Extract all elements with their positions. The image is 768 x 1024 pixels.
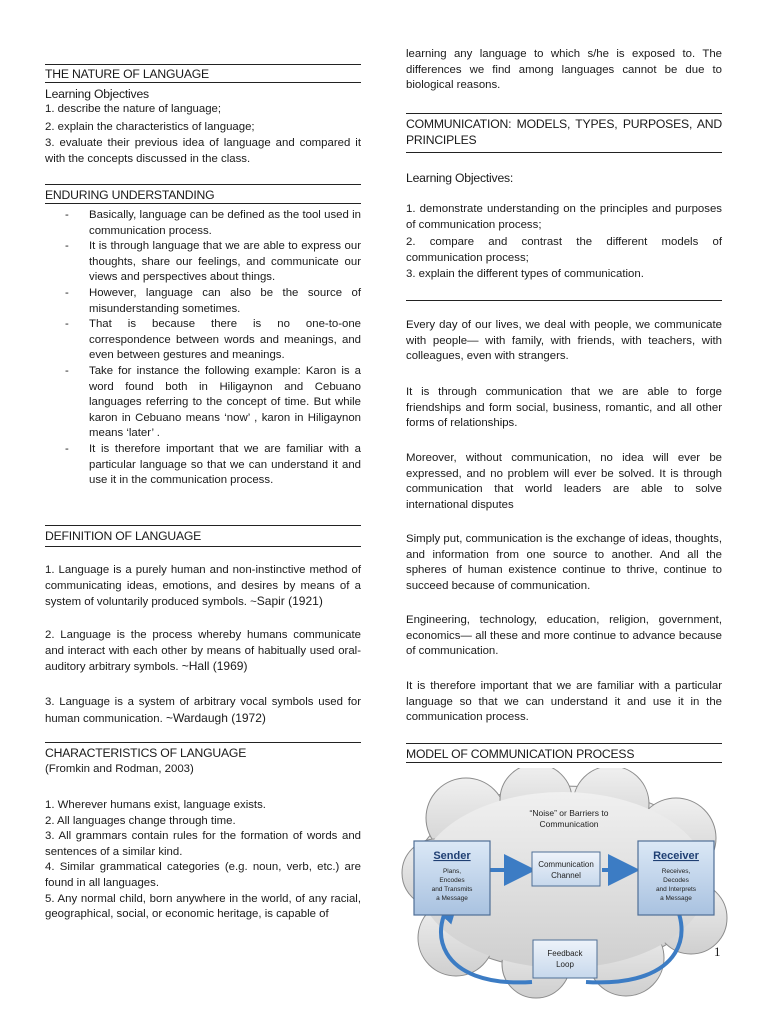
objective-item: 1. describe the nature of language; [45, 103, 222, 115]
sender-line: Encodes [439, 877, 465, 884]
feedback-box [533, 940, 597, 978]
list-item: - It is therefore important that we are familiar with a particular language so that we can understand it and use it in the communication process. [65, 442, 361, 487]
list-item: 2. All languages change through time. [45, 814, 236, 827]
divider [406, 300, 722, 301]
objective-item: 1. demonstrate understanding on the principles and purposes of communication process; [406, 203, 722, 231]
receiver-title: Receiver [653, 850, 699, 862]
feedback-line2: Loop [556, 960, 574, 969]
characteristics-list [45, 798, 361, 923]
sender-title: Sender [433, 850, 471, 862]
list-item: 3. All grammars contain rules for the formation of words and sentences of a similar kind. [45, 830, 361, 858]
objective-item: 2. compare and contrast the different models of communication process; [406, 236, 722, 264]
definition-2: 2. Language is the process whereby humans communicate and interact with each other by means of habitually used oral-auditory arbitrary symbols. ~Hall (1969) [45, 629, 361, 674]
section-characteristics-heading [45, 742, 361, 760]
citation: ~Hall (1969) [181, 659, 248, 674]
sender-line: Plans, [442, 868, 462, 875]
section-nature-heading [45, 64, 361, 83]
list-item: 4. Similar grammatical categories (e.g. noun, verb, etc.) are found in all languages. [45, 861, 361, 889]
body-paragraph: It is through communication that we are able to forge friendships and form social, business, romantic, and all other forms of relationships. [406, 386, 722, 430]
body-paragraph: It is therefore important that we are familiar with a particular language so that we can understand it and use it in the communication process. [406, 680, 722, 724]
body-paragraph: Engineering, technology, education, religion, government, economics— all these and more continue to advance because of communication. [406, 614, 722, 658]
definition-1: 1. Language is a purely human and non-instinctive method of communicating ideas, emotions, and desires by means of a system of voluntarily produced symbols. ~Sapir (1921) [45, 564, 361, 609]
objectives-label: Learning Objectives [45, 87, 149, 101]
sender-box [414, 841, 490, 915]
list-item: - Basically, language can be defined as the tool used in communication process. [65, 209, 361, 237]
section-title: THE NATURE OF LANGUAGE [45, 67, 209, 81]
list-item: - However, language can also be the source of misunderstanding sometimes. [65, 286, 361, 315]
sender-line: and Transmits [431, 886, 473, 893]
channel-line1: Communication [538, 860, 594, 869]
communication-model-diagram [396, 768, 730, 1000]
receiver-box [638, 841, 714, 915]
section-title: ENDURING UNDERSTANDING [45, 188, 215, 202]
noise-label-line2: Communication [539, 819, 599, 829]
citation: ~Wardaugh (1972) [165, 710, 266, 725]
receiver-line: Decodes [663, 877, 689, 884]
feedback-line1: Feedback [547, 949, 583, 958]
section-title: CHARACTERISTICS OF LANGUAGE [45, 746, 247, 760]
page-number: 1 [714, 944, 721, 959]
section-model-heading [406, 743, 722, 763]
receiver-line: and Interprets [655, 886, 697, 893]
objective-item: 2. explain the characteristics of language; [45, 121, 255, 133]
section-title: MODEL OF COMMUNICATION PROCESS [406, 747, 635, 761]
enduring-list [45, 208, 361, 489]
objective-item: 3. explain the different types of communication. [406, 268, 644, 280]
definition-3: 3. Language is a system of arbitrary vocal symbols used for human communication. ~Wardaugh (1972) [45, 696, 361, 725]
section-title: COMMUNICATION: MODELS, TYPES, PURPOSES, AND PRINCIPLES [406, 117, 722, 147]
citation: Sapir (1921) [256, 594, 323, 609]
list-item: - It is through language that we are able to express our thoughts, share our feelings, and communicate our views and perspectives about things. [65, 240, 361, 284]
list-item: 1. Wherever humans exist, language exists. [45, 799, 266, 811]
channel-line2: Channel [551, 871, 581, 880]
objectives-label: Learning Objectives: [406, 171, 514, 185]
body-paragraph: Simply put, communication is the exchange of ideas, thoughts, and information from one source to another. And all the spheres of human existence continue to thrive, continue to succeed because of communication. [406, 533, 722, 592]
section-title: DEFINITION OF LANGUAGE [45, 529, 202, 543]
sender-line: a Message [436, 895, 468, 902]
objective-item: 3. evaluate their previous idea of language and compared it with the concepts discussed in the class. [45, 137, 361, 165]
section-communication-heading [406, 113, 722, 153]
source-citation: (Fromkin and Rodman, 2003) [45, 763, 194, 775]
body-paragraph: Every day of our lives, we deal with people, we communicate with people— with family, with friends, with teachers, with colleagues, even with strangers. [406, 319, 722, 363]
list-item: 5. Any normal child, born anywhere in the world, of any racial, geographical, social, or economic heritage, is capable of [45, 892, 361, 921]
list-item: - That is because there is no one-to-one correspondence between words and meanings, and even between gestures and meanings. [65, 318, 361, 362]
body-paragraph: Moreover, without communication, no idea will ever be expressed, and no problem will ever be solved. It is through communication that world leaders are able to solve international disputes [406, 452, 722, 511]
section-enduring-heading [45, 184, 361, 204]
receiver-line: a Message [660, 895, 692, 902]
channel-box [532, 852, 600, 886]
continued-paragraph: learning any language to which s/he is exposed to. The differences we find among languages cannot be due to biological reasons. [406, 48, 722, 92]
section-definition-heading [45, 525, 361, 547]
noise-label-line1: “Noise” or Barriers to [529, 808, 609, 818]
receiver-line: Receives, [661, 868, 691, 875]
list-item: - Take for instance the following example: Karon is a word found both in Hiligaynon and Cebuano languages referring to the concept of time. But while karon in Cebuano means ‘now’ , karon in Hiligaynon means ‘later’ . [65, 364, 361, 440]
